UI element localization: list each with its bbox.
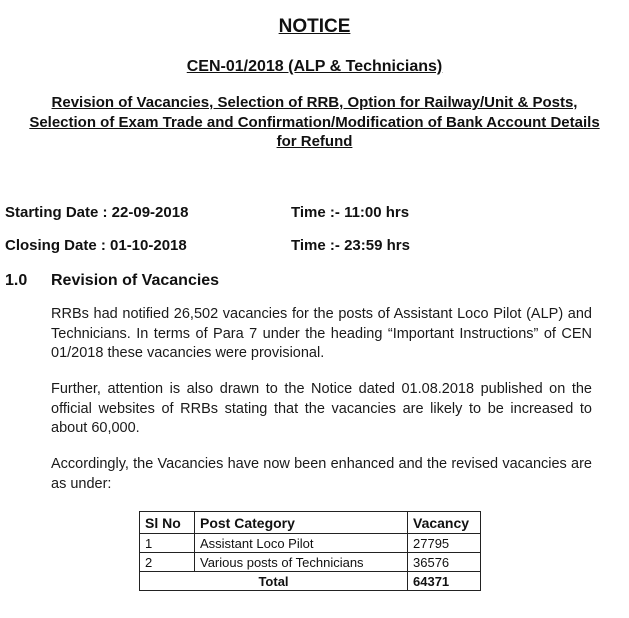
starting-time: Time :- 11:00 hrs: [291, 204, 410, 221]
starting-date: Starting Date : 22-09-2018: [5, 204, 189, 221]
table-cell: 27795: [408, 534, 481, 553]
subject-heading: [0, 93, 629, 152]
table-cell: 1: [140, 534, 195, 553]
subject-line: Selection of Exam Trade and Confirmation/Modification of Bank Account Details: [29, 113, 600, 131]
column-header: Sl No: [140, 512, 195, 534]
subject-line: Revision of Vacancies, Selection of RRB, Option for Railway/Unit & Posts,: [51, 94, 578, 111]
table-row: [140, 553, 481, 572]
column-header: Vacancy: [408, 512, 481, 534]
notice-title: NOTICE: [278, 16, 351, 37]
cen-heading: CEN-01/2018 (ALP & Technicians): [186, 58, 443, 75]
paragraph: Accordingly, the Vacancies have now been enhanced and the revised vacancies are as under:: [51, 456, 592, 492]
section-number: 1.0: [5, 272, 28, 289]
closing-time: Time :- 23:59 hrs: [291, 237, 410, 254]
column-header: Post Category: [195, 512, 408, 534]
table-cell: Various posts of Technicians: [195, 553, 408, 572]
table-cell: Assistant Loco Pilot: [195, 534, 408, 553]
table-total-row: [140, 572, 481, 591]
table-row: [140, 534, 481, 553]
total-value: 64371: [408, 572, 481, 591]
subject-line: for Refund: [276, 133, 353, 150]
paragraph: RRBs had notified 26,502 vacancies for the posts of Assistant Loco Pilot (ALP) and Technicians. In terms of Para 7 under the heading “Important Instructions” of CEN 01/2018 these vacancies were provisional.: [51, 306, 592, 361]
table-cell: 2: [140, 553, 195, 572]
vacancy-table: [139, 511, 481, 591]
table-header-row: [140, 512, 481, 534]
total-label: Total: [140, 572, 408, 591]
paragraph: Further, attention is also drawn to the Notice dated 01.08.2018 published on the official websites of RRBs stating that the vacancies are likely to be increased to about 60,000.: [51, 381, 592, 436]
section-heading: Revision of Vacancies: [51, 272, 220, 289]
table-cell: 36576: [408, 553, 481, 572]
closing-date: Closing Date : 01-10-2018: [5, 237, 187, 254]
